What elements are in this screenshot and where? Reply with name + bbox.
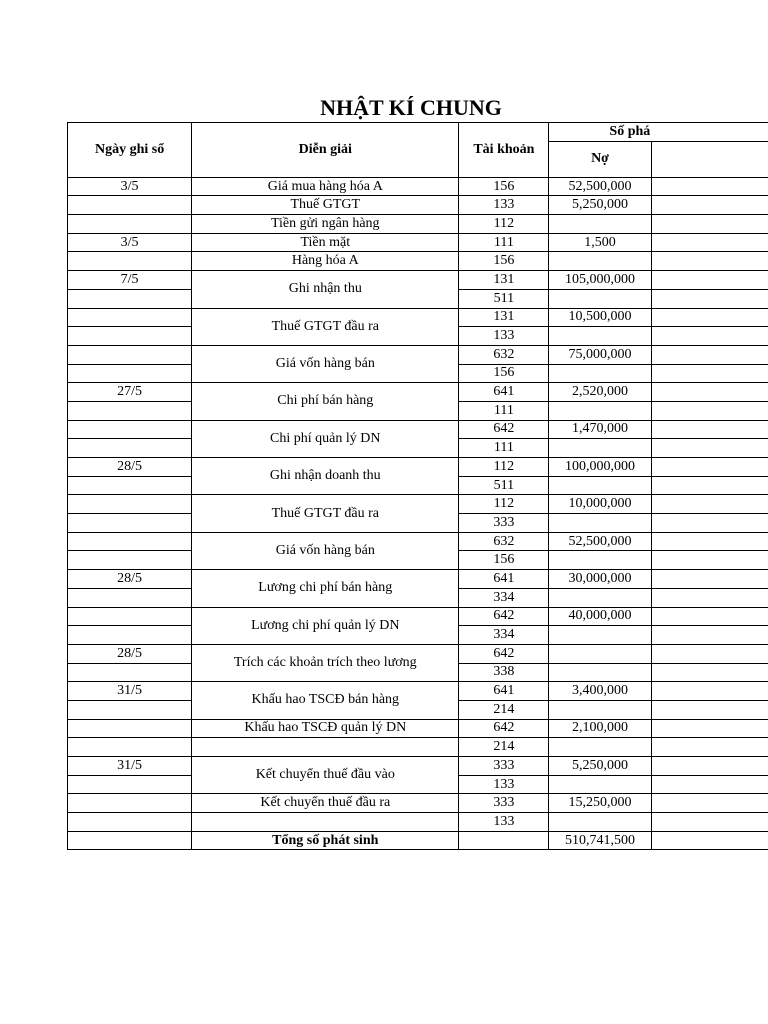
spacer-cell xyxy=(651,775,768,794)
date-cell xyxy=(68,495,192,514)
date-cell xyxy=(68,607,192,626)
debit-cell: 5,250,000 xyxy=(549,757,651,776)
date-cell xyxy=(68,364,192,383)
spacer-cell xyxy=(651,813,768,832)
description-cell: Ghi nhận doanh thu xyxy=(192,458,459,495)
account-cell: 131 xyxy=(459,308,549,327)
spacer-cell xyxy=(651,289,768,308)
spacer-cell xyxy=(651,345,768,364)
debit-cell xyxy=(549,364,651,383)
debit-cell: 105,000,000 xyxy=(549,271,651,290)
debit-cell: 3,400,000 xyxy=(549,682,651,701)
date-cell xyxy=(68,439,192,458)
date-cell xyxy=(68,794,192,813)
account-cell: 511 xyxy=(459,289,549,308)
total-account xyxy=(459,831,549,850)
debit-cell xyxy=(549,327,651,346)
total-label: Tổng số phát sinh xyxy=(192,831,459,850)
spacer-cell xyxy=(651,514,768,533)
debit-cell: 2,100,000 xyxy=(549,719,651,738)
date-cell: 31/5 xyxy=(68,682,192,701)
date-cell: 28/5 xyxy=(68,644,192,663)
debit-cell: 40,000,000 xyxy=(549,607,651,626)
date-cell: 27/5 xyxy=(68,383,192,402)
debit-cell xyxy=(549,775,651,794)
account-cell: 641 xyxy=(459,682,549,701)
description-cell: Kết chuyển thuế đầu ra xyxy=(192,794,459,813)
date-cell xyxy=(68,626,192,645)
table-row xyxy=(68,177,768,196)
account-cell: 133 xyxy=(459,775,549,794)
header-account: Tài khoản xyxy=(459,123,549,178)
table-row xyxy=(68,644,768,663)
account-cell: 133 xyxy=(459,813,549,832)
debit-cell: 10,000,000 xyxy=(549,495,651,514)
spacer-cell xyxy=(651,532,768,551)
table-row xyxy=(68,233,768,252)
debit-cell xyxy=(549,626,651,645)
table-row xyxy=(68,215,768,234)
date-cell xyxy=(68,215,192,234)
spacer-cell xyxy=(651,420,768,439)
date-cell xyxy=(68,514,192,533)
table-row xyxy=(68,757,768,776)
description-cell: Lương chi phí bán hàng xyxy=(192,570,459,607)
spacer-cell xyxy=(651,626,768,645)
account-cell: 156 xyxy=(459,177,549,196)
spacer-cell xyxy=(651,439,768,458)
account-cell: 334 xyxy=(459,588,549,607)
date-cell: 28/5 xyxy=(68,570,192,589)
description-cell: Tiền gửi ngân hàng xyxy=(192,215,459,234)
header-spacer xyxy=(651,141,768,177)
table-row xyxy=(68,570,768,589)
date-cell xyxy=(68,738,192,757)
table-row xyxy=(68,532,768,551)
account-cell: 133 xyxy=(459,327,549,346)
debit-cell xyxy=(549,700,651,719)
account-cell: 156 xyxy=(459,364,549,383)
debit-cell xyxy=(549,401,651,420)
debit-cell: 5,250,000 xyxy=(549,196,651,215)
date-cell: 7/5 xyxy=(68,271,192,290)
description-cell: Chi phí bán hàng xyxy=(192,383,459,420)
journal-sheet xyxy=(67,122,768,862)
spacer-cell xyxy=(651,196,768,215)
debit-cell: 1,500 xyxy=(549,233,651,252)
debit-cell xyxy=(549,663,651,682)
account-cell: 131 xyxy=(459,271,549,290)
description-cell xyxy=(192,813,459,832)
spacer-cell xyxy=(651,252,768,271)
spacer-cell xyxy=(651,588,768,607)
description-cell: Trích các khoản trích theo lương xyxy=(192,644,459,681)
account-cell: 511 xyxy=(459,476,549,495)
spacer-cell xyxy=(651,401,768,420)
spacer-cell xyxy=(651,663,768,682)
account-cell: 112 xyxy=(459,495,549,514)
spacer-cell xyxy=(651,271,768,290)
table-row xyxy=(68,345,768,364)
spacer-cell xyxy=(651,177,768,196)
date-cell xyxy=(68,476,192,495)
account-cell: 334 xyxy=(459,626,549,645)
debit-cell: 10,500,000 xyxy=(549,308,651,327)
date-cell: 3/5 xyxy=(68,233,192,252)
debit-cell: 100,000,000 xyxy=(549,458,651,477)
date-cell xyxy=(68,700,192,719)
table-row xyxy=(68,196,768,215)
spacer-cell xyxy=(651,476,768,495)
account-cell: 111 xyxy=(459,439,549,458)
page-title: NHẬT KÍ CHUNG xyxy=(320,95,502,120)
account-cell: 642 xyxy=(459,719,549,738)
spacer-cell xyxy=(651,458,768,477)
account-cell: 632 xyxy=(459,532,549,551)
date-cell xyxy=(68,663,192,682)
spacer-cell xyxy=(651,570,768,589)
debit-cell: 52,500,000 xyxy=(549,532,651,551)
date-cell: 31/5 xyxy=(68,757,192,776)
account-cell: 333 xyxy=(459,757,549,776)
debit-cell xyxy=(549,252,651,271)
table-row xyxy=(68,682,768,701)
table-row xyxy=(68,794,768,813)
spacer-cell xyxy=(651,700,768,719)
debit-cell xyxy=(549,551,651,570)
table-row xyxy=(68,813,768,832)
date-cell xyxy=(68,719,192,738)
debit-cell: 30,000,000 xyxy=(549,570,651,589)
header-amount-group: Số phá xyxy=(549,123,768,142)
date-cell xyxy=(68,401,192,420)
spacer-cell xyxy=(651,215,768,234)
account-cell: 641 xyxy=(459,383,549,402)
description-cell: Tiền mặt xyxy=(192,233,459,252)
spacer-cell xyxy=(651,738,768,757)
date-cell xyxy=(68,252,192,271)
account-cell: 112 xyxy=(459,458,549,477)
date-cell xyxy=(68,289,192,308)
debit-cell: 75,000,000 xyxy=(549,345,651,364)
journal-rows xyxy=(68,177,768,850)
description-cell: Chi phí quản lý DN xyxy=(192,420,459,457)
spacer-cell xyxy=(651,794,768,813)
spacer-cell xyxy=(651,719,768,738)
description-cell: Thuế GTGT đầu ra xyxy=(192,495,459,532)
spacer-cell xyxy=(651,607,768,626)
account-cell: 641 xyxy=(459,570,549,589)
debit-cell xyxy=(549,813,651,832)
description-cell: Khấu hao TSCĐ quản lý DN xyxy=(192,719,459,738)
spacer-cell xyxy=(651,327,768,346)
table-row xyxy=(68,383,768,402)
description-cell: Thuế GTGT xyxy=(192,196,459,215)
description-cell: Hàng hóa A xyxy=(192,252,459,271)
debit-cell: 15,250,000 xyxy=(549,794,651,813)
date-cell xyxy=(68,775,192,794)
account-cell: 338 xyxy=(459,663,549,682)
account-cell: 214 xyxy=(459,738,549,757)
table-row xyxy=(68,719,768,738)
date-cell xyxy=(68,420,192,439)
date-cell xyxy=(68,196,192,215)
debit-cell xyxy=(549,439,651,458)
spacer-cell xyxy=(651,233,768,252)
debit-cell xyxy=(549,289,651,308)
account-cell: 214 xyxy=(459,700,549,719)
total-date-cell xyxy=(68,831,192,850)
description-cell: Thuế GTGT đầu ra xyxy=(192,308,459,345)
debit-cell xyxy=(549,644,651,663)
description-cell: Ghi nhận thu xyxy=(192,271,459,308)
header-debit: Nợ xyxy=(549,141,651,177)
description-cell: Lương chi phí quản lý DN xyxy=(192,607,459,644)
debit-cell xyxy=(549,588,651,607)
spacer-cell xyxy=(651,308,768,327)
description-cell: Kết chuyển thuế đầu vào xyxy=(192,757,459,794)
debit-cell xyxy=(549,514,651,533)
description-cell: Khấu hao TSCĐ bán hàng xyxy=(192,682,459,719)
debit-cell xyxy=(549,215,651,234)
spacer-cell xyxy=(651,682,768,701)
table-row xyxy=(68,458,768,477)
table-row xyxy=(68,607,768,626)
date-cell xyxy=(68,345,192,364)
account-cell: 112 xyxy=(459,215,549,234)
description-cell: Giá vốn hàng bán xyxy=(192,532,459,569)
account-cell: 111 xyxy=(459,401,549,420)
account-cell: 642 xyxy=(459,420,549,439)
account-cell: 333 xyxy=(459,794,549,813)
date-cell: 28/5 xyxy=(68,458,192,477)
table-row xyxy=(68,738,768,757)
debit-cell: 52,500,000 xyxy=(549,177,651,196)
spacer-cell xyxy=(651,757,768,776)
debit-cell xyxy=(549,476,651,495)
date-cell: 3/5 xyxy=(68,177,192,196)
header-description: Diễn giải xyxy=(192,123,459,178)
date-cell xyxy=(68,532,192,551)
account-cell: 133 xyxy=(459,196,549,215)
spacer-cell xyxy=(651,495,768,514)
table-row xyxy=(68,271,768,290)
date-cell xyxy=(68,551,192,570)
table-row xyxy=(68,495,768,514)
description-cell: Giá mua hàng hóa A xyxy=(192,177,459,196)
total-debit: 510,741,500 xyxy=(549,831,651,850)
total-spacer xyxy=(651,831,768,850)
spacer-cell xyxy=(651,383,768,402)
description-cell xyxy=(192,738,459,757)
date-cell xyxy=(68,327,192,346)
date-cell xyxy=(68,813,192,832)
spacer-cell xyxy=(651,364,768,383)
table-row xyxy=(68,308,768,327)
debit-cell xyxy=(549,738,651,757)
journal-table xyxy=(67,122,768,850)
description-cell: Giá vốn hàng bán xyxy=(192,345,459,382)
account-cell: 632 xyxy=(459,345,549,364)
account-cell: 156 xyxy=(459,551,549,570)
spacer-cell xyxy=(651,644,768,663)
date-cell xyxy=(68,308,192,327)
account-cell: 156 xyxy=(459,252,549,271)
account-cell: 333 xyxy=(459,514,549,533)
debit-cell: 2,520,000 xyxy=(549,383,651,402)
date-cell xyxy=(68,588,192,607)
table-row xyxy=(68,252,768,271)
account-cell: 642 xyxy=(459,607,549,626)
spacer-cell xyxy=(651,551,768,570)
account-cell: 642 xyxy=(459,644,549,663)
debit-cell: 1,470,000 xyxy=(549,420,651,439)
table-row xyxy=(68,420,768,439)
header-date: Ngày ghi sổ xyxy=(68,123,192,178)
account-cell: 111 xyxy=(459,233,549,252)
total-row xyxy=(68,831,768,850)
